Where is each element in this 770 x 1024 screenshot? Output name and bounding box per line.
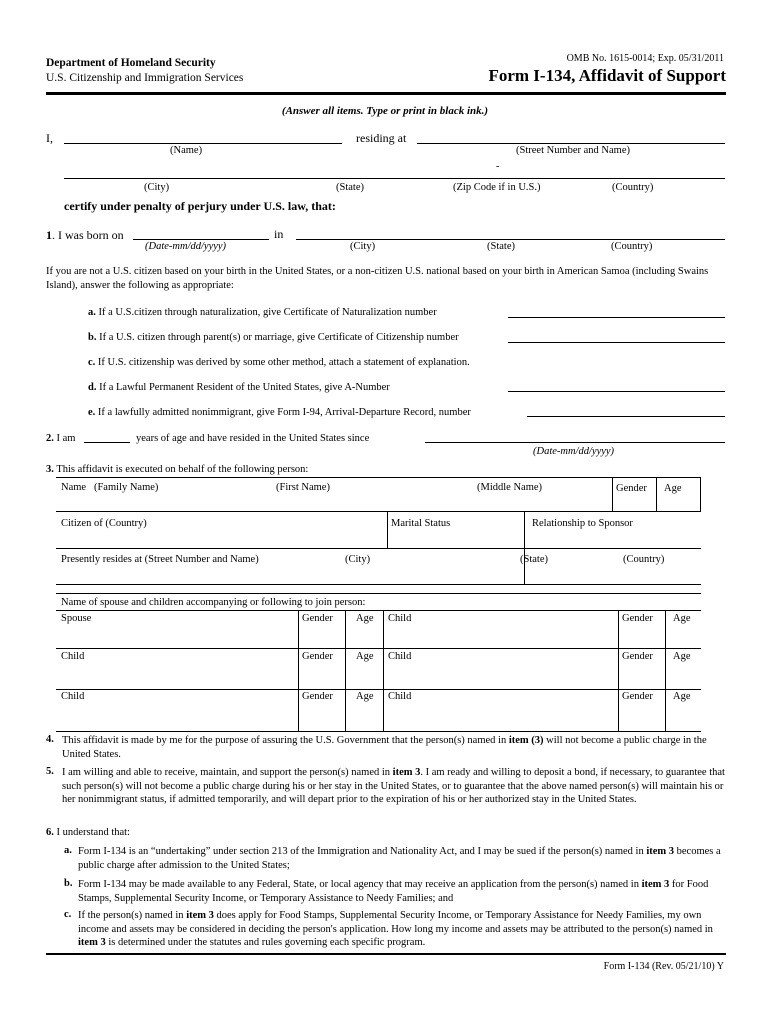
birth-city-caption: (City) <box>350 241 376 252</box>
item2-text: years of age and have resided in the United States since <box>136 433 370 444</box>
resided-since-field[interactable] <box>425 442 725 443</box>
citizenship-number-field[interactable] <box>508 342 725 343</box>
age-field[interactable] <box>84 442 130 443</box>
child-label: Child <box>388 691 412 702</box>
item2-line: 2. I am <box>46 433 76 444</box>
name-caption: (Name) <box>170 145 203 156</box>
dash-mark: - <box>496 161 500 172</box>
certify-statement: certify under penalty of perjury under U.S. law, that: <box>64 199 336 213</box>
residing-at-label: residing at <box>356 131 407 145</box>
middle-name-label: (Middle Name) <box>477 482 543 493</box>
a-number-field[interactable] <box>508 391 725 392</box>
omb-number: OMB No. 1615-0014; Exp. 05/31/2011 <box>566 53 724 64</box>
child-label: Child <box>61 691 85 702</box>
age-label: Age <box>673 691 691 702</box>
item3-line: 3. This affidavit is executed on behalf of the following person: <box>46 464 309 475</box>
child-label: Child <box>388 613 412 624</box>
first-name-label: (First Name) <box>276 482 330 493</box>
item6a-text: Form I-134 is an “undertaking” under section 213 of the Immigration and Nationality Act, and I may be sued if the person(s) named in item 3 becomes a public charge after admission to the United States; <box>78 846 721 871</box>
address-field[interactable] <box>64 178 725 179</box>
age-label: Age <box>673 651 691 662</box>
item1c: c. If U.S. citizenship was derived by some other method, attach a statement of explanation. <box>88 357 470 368</box>
birth-date-field[interactable] <box>133 239 269 240</box>
child-label: Child <box>388 651 412 662</box>
agency-name: U.S. Citizenship and Immigration Services <box>46 72 244 84</box>
birth-country-caption: (Country) <box>611 241 653 252</box>
citizen-of-label: Citizen of (Country) <box>61 518 147 529</box>
gender-label: Gender <box>622 651 653 662</box>
item5-text: I am willing and able to receive, maintain, and support the person(s) named in item 3. I am ready and willing to deposit a bond, if necessary, to guarantee that such person(s) will not become a public charge during his or her stay in the United States, or to guarantee that the above named person(s) will maintain his or her nonimmigrant status, if admitted temporarily, and will depart prior to the expiration of his or her authorized stay in the United States. <box>62 767 725 805</box>
age-label: Age <box>356 691 374 702</box>
resides-country-label: (Country) <box>623 554 665 565</box>
spouse-label: Spouse <box>61 613 92 624</box>
item1-text: . I was born on <box>52 228 124 242</box>
gender-label: Gender <box>302 691 333 702</box>
birth-state-caption: (State) <box>487 241 515 252</box>
age-label: Age <box>664 483 682 494</box>
item1-line <box>46 228 124 243</box>
department-name: Department of Homeland Security <box>46 57 216 69</box>
item6b-text: Form I-134 may be made available to any Federal, State, or local agency that may receive an application from the person(s) named in item 3 for Food Stamps, Supplemental Security Income, or Temporary Assistance to Needy Families; and <box>78 879 709 904</box>
table1-top <box>56 477 700 478</box>
form-revision: Form I-134 (Rev. 05/21/10) Y <box>603 961 724 972</box>
resides-state-label: (State) <box>520 554 548 565</box>
city-caption: (City) <box>144 182 170 193</box>
birthplace-field[interactable] <box>296 239 725 240</box>
name-label: Name (Family Name) <box>61 482 159 493</box>
age-label: Age <box>356 613 374 624</box>
zip-caption: (Zip Code if in U.S.) <box>453 182 541 193</box>
i-label: I, <box>46 131 53 145</box>
item6-line: 6. I understand that: <box>46 827 130 838</box>
gender-label: Gender <box>622 691 653 702</box>
street-caption: (Street Number and Name) <box>516 145 630 156</box>
gender-label: Gender <box>622 613 653 624</box>
item1a: a. If a U.S.citizen through naturalization, give Certificate of Naturalization number <box>88 307 437 318</box>
i94-number-field[interactable] <box>527 416 725 417</box>
state-caption: (State) <box>336 182 364 193</box>
street-field[interactable] <box>417 143 725 144</box>
item1b: b. If a U.S. citizen through parent(s) or marriage, give Certificate of Citizenship number <box>88 332 459 343</box>
name-field[interactable] <box>64 143 342 144</box>
age-label: Age <box>673 613 691 624</box>
item4-number: 4. <box>46 734 54 745</box>
spouse-children-heading: Name of spouse and children accompanying or following to join person: <box>61 597 366 608</box>
item1-in: in <box>274 227 284 241</box>
citizenship-note: If you are not a U.S. citizen based on your birth in the United States, or a non-citizen U.S. national based on your birth in American Samoa (including Swains Island), answer the following as appropriate: <box>46 266 709 291</box>
item1-number: 1 <box>46 228 52 242</box>
resided-date-caption: (Date-mm/dd/yyyy) <box>533 446 615 457</box>
item6b-letter: b. <box>64 878 73 889</box>
relationship-label: Relationship to Sponsor <box>532 518 633 529</box>
item6c-text: If the person(s) named in item 3 does apply for Food Stamps, Supplemental Security Income, or Temporary Assistance for Needy Families, my own income and assets may be considered in deciding the person's application. How long my income and assets may be attributed to the person(s) named in item 3 is determined under the statutes and rules governing each specific program. <box>78 910 713 948</box>
gender-label: Gender <box>302 651 333 662</box>
item1e: e. If a lawfully admitted nonimmigrant, give Form I-94, Arrival-Departure Record, number <box>88 407 471 418</box>
item6c-letter: c. <box>64 909 72 920</box>
instruction-text: (Answer all items. Type or print in black ink.) <box>281 105 489 117</box>
gender-label: Gender <box>616 483 647 494</box>
form-title: Form I-134, Affidavit of Support <box>488 66 726 85</box>
header-rule <box>46 92 726 95</box>
footer-rule <box>46 953 726 955</box>
item5-number: 5. <box>46 766 54 777</box>
child-label: Child <box>61 651 85 662</box>
naturalization-number-field[interactable] <box>508 317 725 318</box>
resides-city-label: (City) <box>345 554 371 565</box>
item6a-letter: a. <box>64 845 72 856</box>
resides-label: Presently resides at (Street Number and Name) <box>61 554 259 565</box>
item1d: d. If a Lawful Permanent Resident of the United States, give A-Number <box>88 382 390 393</box>
age-label: Age <box>356 651 374 662</box>
gender-label: Gender <box>302 613 333 624</box>
country-caption: (Country) <box>612 182 654 193</box>
item4-text: This affidavit is made by me for the purpose of assuring the U.S. Government that the person(s) named in item (3) will not become a public charge in the United States. <box>62 735 707 760</box>
birth-date-caption: (Date-mm/dd/yyyy) <box>145 241 227 252</box>
marital-status-label: Marital Status <box>391 518 451 529</box>
